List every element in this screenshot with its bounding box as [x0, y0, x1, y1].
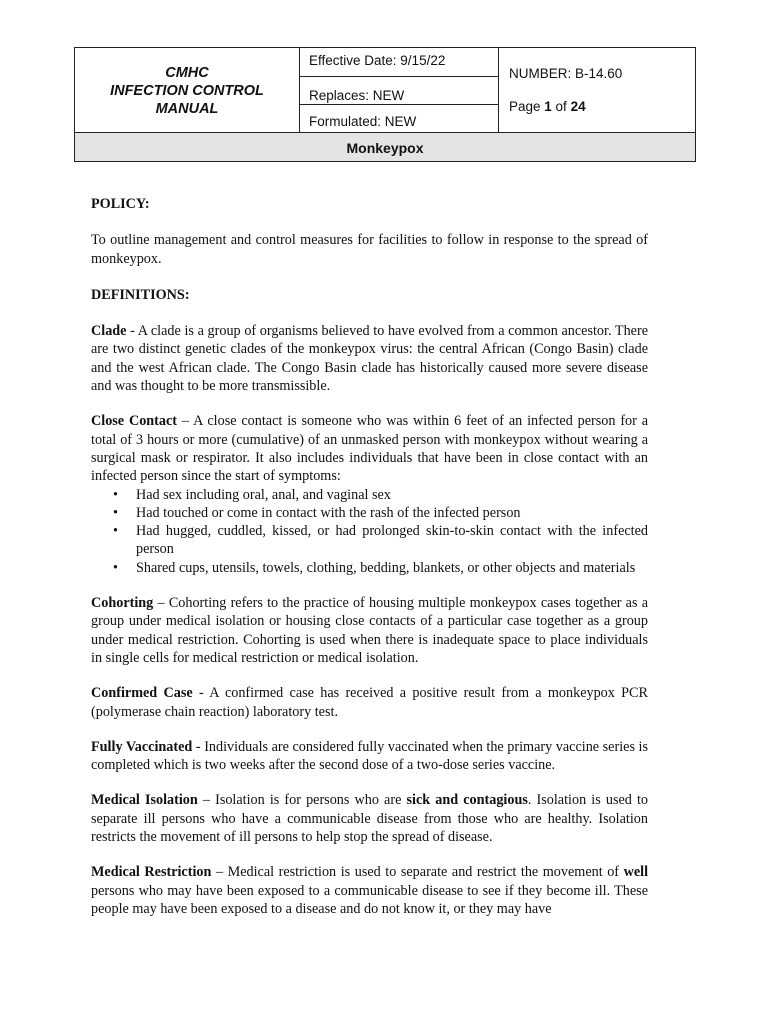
definition-close-contact: [91, 412, 648, 485]
definition-clade: [91, 322, 648, 395]
definition-text: Cohorting refers to the practice of housing multiple monkeypox cases together as a group under medical isolation or housing close contacts of a particular case together as a group under medical restriction. Cohorting is used when there is inadequate space to place individuals in single cells for medical restriction or medical isolation.: [91, 595, 649, 666]
term: Close Contact: [91, 413, 178, 430]
term: Cohorting: [91, 595, 154, 612]
separator: –: [177, 413, 194, 430]
policy-heading: POLICY:: [91, 196, 150, 212]
bullet-icon: •: [113, 559, 118, 576]
number-cell: [499, 48, 695, 132]
term: Clade: [91, 323, 127, 340]
list-item-text: Had touched or come in contact with the rash of the infected person: [136, 504, 521, 521]
separator: -: [126, 323, 138, 340]
manual-title-cell: [75, 48, 300, 132]
definition-text: A confirmed case has received a positive result from a monkeypox PCR (polymerase chain reaction) laboratory test.: [91, 685, 648, 720]
definition-text: A close contact is someone who was within 6 feet of an infected person for a total of 3 hours or more (cumulative) of an unmasked person with monkeypox without wearing a surgical mask or respirator. It also includes individuals that have been in close contact with an infected person since the start of symptoms:: [91, 413, 649, 485]
definitions-heading: DEFINITIONS:: [91, 286, 190, 303]
definition-text: persons who may have been exposed to a communicable disease to see if they become ill. These people may have been exposed to a disease and do not know it, or they may have: [91, 882, 648, 917]
policy-text: To outline management and control measures for facilities to follow in response to the spread of monkeypox.: [91, 232, 648, 267]
definition-text: A clade is a group of organisms believed to have evolved from a common ancestor. There are two distinct genetic clades of the monkeypox virus: the central African (Congo Basin) clade and the west African clade. The Congo Basin clade has historically caused more severe disease and was thought to be more transmissible.: [91, 323, 648, 395]
org-name: CMHC: [165, 65, 209, 81]
term: Confirmed Case: [91, 685, 193, 702]
list-item-text: Had hugged, cuddled, kissed, or had prolonged skin-to-skin contact with the infected person: [136, 523, 648, 558]
document-number: NUMBER: B-14.60: [509, 66, 623, 81]
effective-date: Effective Date: 9/15/22: [300, 48, 498, 77]
separator: –: [153, 595, 169, 612]
manual-title: [75, 64, 299, 118]
title-row: [75, 132, 695, 161]
separator: –: [197, 792, 216, 809]
term: Medical Restriction: [91, 864, 212, 881]
separator: -: [192, 738, 205, 755]
definition-medical-restriction: [91, 863, 648, 918]
separator: –: [211, 864, 228, 881]
list-item: [91, 559, 648, 577]
manual-title-line: MANUAL: [155, 101, 219, 117]
emphasis: sick and contagious: [406, 792, 528, 809]
emphasis: well: [623, 864, 649, 881]
definition-medical-isolation: [91, 791, 648, 846]
manual-title-line: INFECTION CONTROL: [110, 83, 264, 99]
header-table: [74, 47, 696, 162]
definition-text: . Isolation is used to separate ill persons who have a communicable disease from those who are healthy. Isolation restricts the movement of ill persons to help stop the spread of disease.: [91, 792, 648, 846]
document-body: [91, 195, 648, 918]
replaces: Replaces: NEW: [300, 76, 498, 105]
formulated: Formulated: NEW: [309, 114, 417, 129]
page-total: 24: [570, 99, 586, 114]
page-indicator: [509, 99, 586, 114]
term: Medical Isolation: [91, 792, 198, 809]
list-item-text: Shared cups, utensils, towels, clothing, bedding, blankets, or other objects and materials: [136, 559, 636, 576]
definition-text: Individuals are considered fully vaccinated when the primary vaccine series is completed which is two weeks after the second dose of a two-dose series vaccine.: [91, 738, 649, 774]
definition-text: Medical restriction is used to separate and restrict the movement of: [227, 864, 624, 881]
dates-cell: [300, 48, 499, 132]
document-title: Monkeypox: [346, 140, 424, 156]
list-item: [91, 486, 648, 504]
page-prefix: Page: [509, 99, 545, 114]
definition-fully-vaccinated: [91, 738, 648, 775]
term: Fully Vaccinated: [91, 738, 193, 755]
bullet-icon: •: [113, 523, 118, 540]
separator: -: [192, 685, 210, 702]
bullet-icon: •: [113, 486, 118, 503]
list-item-text: Had sex including oral, anal, and vaginal sex: [136, 486, 391, 503]
definition-text: Isolation is for persons who are: [215, 792, 407, 809]
list-item: [91, 504, 648, 522]
definition-confirmed-case: [91, 684, 648, 721]
page-of: of: [551, 99, 571, 114]
definition-cohorting: [91, 594, 648, 667]
page-current: 1: [544, 99, 552, 114]
close-contact-list: [91, 486, 648, 577]
bullet-icon: •: [113, 504, 118, 521]
list-item: [91, 522, 648, 559]
